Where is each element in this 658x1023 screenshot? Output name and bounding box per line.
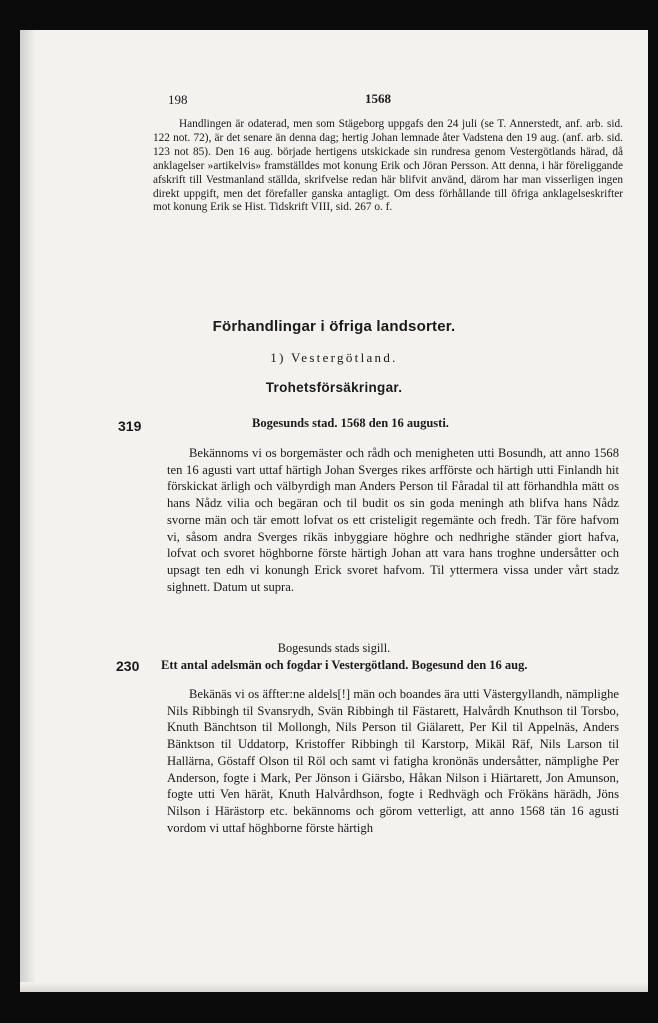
document-number: 230 — [116, 658, 140, 674]
section-title: Förhandlingar i öfriga landsorter. — [212, 318, 456, 335]
document-heading: Bogesunds stad. 1568 den 16 augusti. — [252, 416, 449, 430]
running-header-year: 1568 — [365, 91, 391, 106]
page-bottom-shadow — [20, 982, 648, 992]
page-gutter-shadow — [20, 30, 36, 992]
document-body-text: Bekännoms vi os borgemäster och rådh och menigheten utti Bosundh, att anno 1568 ten 16 agusti vart uttaf härtigh Johan Sverges rikes arfförste och härtigh utti Finlandh hit förskickat ärligh och välbyrdigh man Anders Person til Fåradal til att förhandhla mätt os hans Nådz vilia och begäran och til budit os sin goda meningh ath blifva hans Nådz svorne män och tär emott lofvat os ett cristeligit regemänte och fredh. Tär före hafvom vi, såsom andra Sverges rikäs inbyggiare höghre och nedhrighe ständer giort hafva, lofvat och svoret höghborne förste härtigh Johan att vara hans troghne undersåtter och upsagt ten edh vi konungh Erick svoret hafvom. Til yttermera vissa under vårt stadz sighnett. Datum ut supra. — [167, 446, 619, 594]
intro-note — [153, 118, 623, 215]
document-heading: Ett antal adelsmän och fogdar i Vestergötland. Bogesund den 16 aug. — [161, 658, 528, 672]
document-signature: Bogesunds stads sigill. — [277, 641, 391, 655]
document-page — [20, 30, 648, 992]
page-number: 198 — [168, 92, 188, 107]
subsection-title: Trohetsförsäkringar. — [265, 380, 403, 395]
document-body — [167, 445, 619, 595]
intro-note-text: Handlingen är odaterad, men som Stägeborg uppgafs den 24 juli (se T. Annerstedt, anf. arb. sid. 122 not. 72), är det senare än denna dag; hertig Johan lemnade åter Vadstena den 19 aug. (anf. arb. sid. 123 not 85). Den 16 aug. började hertigens utskickade sin rundresa genom Vestergötlands härad, då anklagelser »artikelvis» framställdes mot konung Erik och Jöran Persson. Att denna, i här föreliggande afskrift till Vestmanland ställda, skrifvelse redan här blifvit använd, därom har man visserligen ingen direkt uppgift, men det förefaller ganska antagligt. Om dess förhållande till öfriga anklagelseskrifter mot konung Erik se Hist. Tidskrift VIII, sid. 267 o. f. — [153, 118, 623, 214]
document-body — [167, 686, 619, 836]
document-number: 319 — [118, 418, 142, 434]
subsection-label: 1) Vestergötland. — [270, 350, 398, 365]
document-body-text: Bekänäs vi os äffter:ne aldels[!] män och boandes ära utti Västergyllandh, nämplighe Nils Ribbingh til Svansrydh, Svän Ribbingh til Fästarett, Halvårdh Knuthson til Torsbo, Knuth Bänchtson til Mollongh, Nils Person til Giälarett, Per Kil til Appelnäs, Anders Bänktson til Uddatorp, Kristoffer Ribbingh til Karstorp, Mikäl Räf, Nils Larson til Hallärna, Göstaff Olson til Röl och samt vi fatigha kronönäs undersåtter, nämplighe Per Anderson, fogte i Mark, Per Jönson i Giärsbo, Håkan Nilson i Hiärtarett, Jon Amunson, fogte utti Ven härät, Knuth Halvårdhson, fogte i Redhvägh och Frökäns härädh, Jöns Nilson i Härästorp etc. bekännoms och görom vetterligt, att anno 1568 tän 16 agusti vordom vi uttaf höghborne förste härtigh — [167, 687, 619, 835]
